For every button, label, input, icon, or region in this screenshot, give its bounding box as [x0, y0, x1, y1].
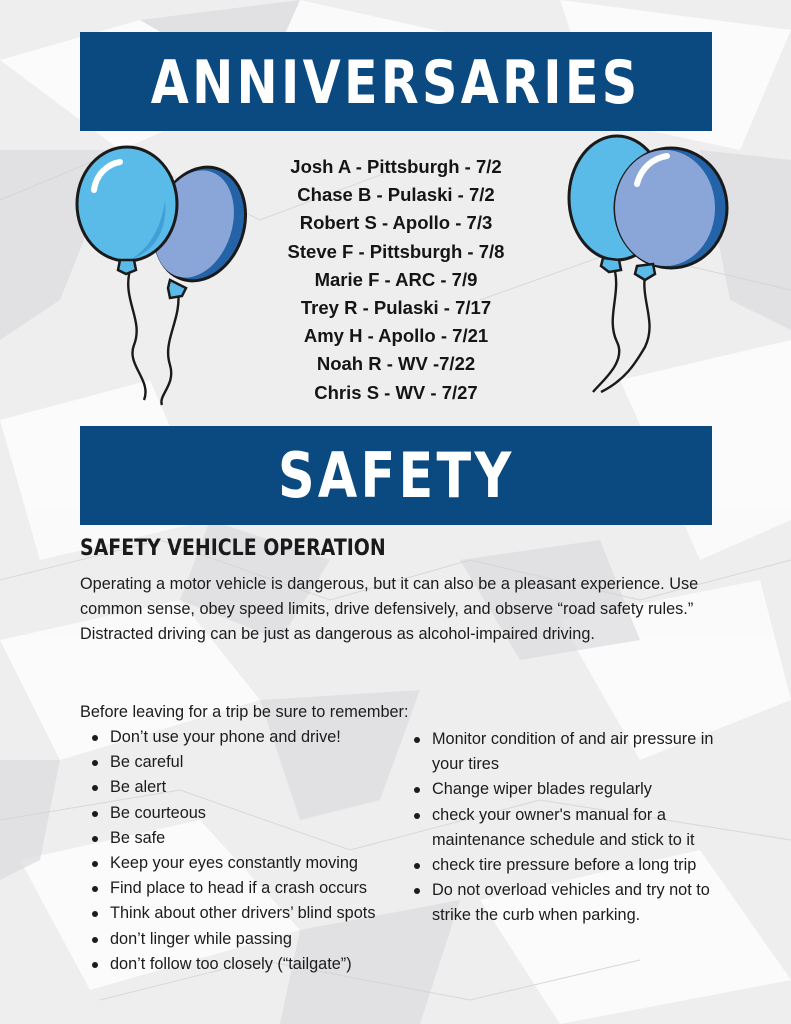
right-balloons-illustration — [565, 132, 735, 397]
list-item: check your owner's manual for a maintenance schedule and stick to it — [402, 803, 722, 853]
anniversaries-banner — [80, 32, 712, 131]
anniversaries-title: ANNIVERSARIES — [151, 48, 641, 118]
anniversary-entry: Noah R - WV -7/22 — [316, 353, 476, 375]
list-item: Find place to head if a crash occurs — [80, 876, 420, 901]
right-front-balloon — [615, 148, 727, 280]
safety-subtitle-text: SAFETY VEHICLE OPERATION — [80, 536, 386, 561]
anniversary-entry: Josh A - Pittsburgh - 7/2 — [290, 156, 502, 177]
safety-subtitle — [80, 536, 435, 561]
anniversary-entry: Robert S - Apollo - 7/3 — [299, 212, 493, 234]
anniversary-entry: Chris S - WV - 7/27 — [314, 381, 478, 403]
list-item: Do not overload vehicles and try not to strike the curb when parking. — [402, 878, 722, 928]
list-item: Be courteous — [80, 801, 420, 826]
list-item: Don’t use your phone and drive! — [80, 725, 420, 750]
anniversary-entry: Steve F - Pittsburgh - 7/8 — [287, 240, 505, 262]
list-item: Keep your eyes constantly moving — [80, 851, 420, 876]
list-item: Think about other drivers’ blind spots — [80, 901, 420, 926]
safety-paragraph: Operating a motor vehicle is dangerous, but it can also be a pleasant experience. Use common sense, obey speed limits, drive defensively, and observe “road safety rules.” Distracted driving can be just as dangerous as alcohol-impaired driving. — [80, 575, 699, 644]
safety-list-left — [80, 725, 420, 977]
anniversary-entry: Marie F - ARC - 7/9 — [314, 268, 478, 290]
list-item: Change wiper blades regularly — [402, 777, 722, 802]
list-item: Be careful — [80, 750, 420, 775]
safety-banner — [80, 426, 712, 525]
safety-list-right — [402, 727, 722, 929]
list-item: don’t linger while passing — [80, 927, 420, 952]
anniversary-entry: Chase B - Pulaski - 7/2 — [297, 184, 495, 206]
safety-intro: Before leaving for a trip be sure to remember: — [80, 703, 409, 721]
anniversary-entry: Trey R - Pulaski - 7/17 — [300, 296, 492, 318]
list-item: check tire pressure before a long trip — [402, 853, 722, 878]
anniversaries-list — [240, 153, 552, 407]
list-item: Be alert — [80, 775, 420, 800]
list-item: don’t follow too closely (“tailgate”) — [80, 952, 420, 977]
list-item: Be safe — [80, 826, 420, 851]
left-balloons-illustration — [70, 140, 250, 410]
anniversary-entry: Amy H - Apollo - 7/21 — [303, 325, 489, 347]
list-item: Monitor condition of and air pressure in your tires — [402, 727, 722, 777]
safety-title: SAFETY — [277, 439, 515, 512]
